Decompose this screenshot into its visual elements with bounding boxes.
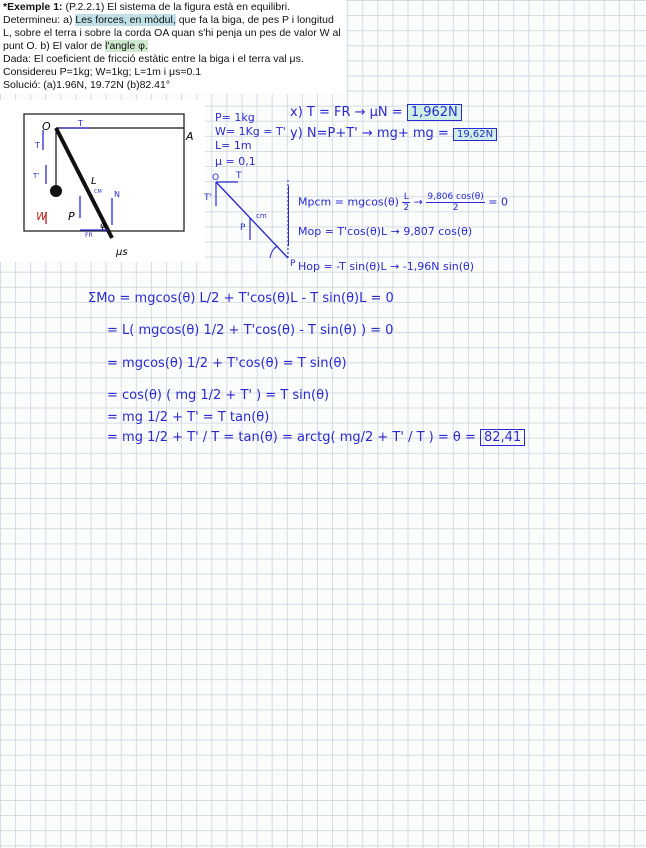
highlight-angle: l'angle φ.: [105, 40, 148, 52]
derivation-result: 82,41: [480, 429, 525, 446]
moment-cm-frac-den: 2: [403, 203, 410, 213]
sketch-label-cm: cm: [256, 212, 267, 220]
label-L: L: [91, 176, 97, 187]
label-P: P: [68, 210, 75, 223]
eq-y-text: y) N=P+T' → mg+ mg =: [290, 126, 449, 141]
derivation-line-3: = mgcos(θ) 1/2 + T'cos(θ) = T sin(θ): [107, 356, 347, 371]
moment-op-t: Hop = -T sin(θ)L → -1,96N sin(θ): [298, 260, 475, 273]
weight-W: [50, 185, 62, 197]
arrow-icon: →: [413, 195, 423, 209]
derivation-line-4: = cos(θ) ( mg 1/2 + T' ) = T sin(θ): [107, 388, 330, 403]
sketch-label-T: T: [236, 171, 242, 181]
given-L: L= 1m: [215, 139, 252, 152]
derivation-line-1: ΣMo = mgcos(θ) L/2 + T'cos(θ)L - T sin(θ)L = 0: [88, 291, 394, 306]
label-phi: φ: [100, 221, 106, 231]
moment-bracket: [288, 186, 293, 246]
derivation-line-2: = L( mgcos(θ) 1/2 + T'cos(θ) - T sin(θ) ) = 0: [107, 323, 394, 338]
example-ref: (P.2.2.1): [65, 1, 105, 13]
label-N: N: [114, 190, 120, 199]
derivation-line-6: [107, 431, 525, 445]
problem-figure: [0, 100, 205, 262]
problem-intro: El sistema de la figura està en equilibri. Determineu: a): [3, 1, 290, 26]
given-mu: μ = 0,1: [215, 155, 256, 168]
label-T-left: T: [35, 141, 40, 150]
eq-x-result: 1,962N: [407, 104, 462, 121]
data-line: Dada: El coeficient de fricció estàtic entre la biga i el terra val μs.: [3, 53, 304, 65]
moment-cm-left: Mpcm = mgcos(θ): [298, 195, 399, 209]
sketch-label-P-bottom: P: [290, 259, 296, 268]
derivation-line-5: = mg 1/2 + T' = T tan(θ): [107, 410, 270, 425]
moment-cm-result-den: 2: [452, 203, 459, 213]
moment-cm-frac: [402, 192, 410, 213]
moment-cm: [298, 192, 508, 213]
eq-y: [290, 127, 497, 142]
label-A: A: [186, 130, 194, 143]
problem-statement: [0, 0, 346, 94]
eq-x-text: x) T = FR → μN =: [290, 105, 403, 120]
label-T-top: T: [78, 119, 83, 128]
label-W: W: [36, 210, 47, 223]
sketch-label-O: O: [212, 173, 220, 183]
sketch-angle-arc: [270, 246, 278, 258]
label-O: O: [42, 120, 51, 133]
highlight-forces: Les forces, en mòdul,: [75, 14, 176, 26]
beam-diagram: [0, 100, 205, 262]
moment-cm-frac-num: L: [403, 192, 409, 202]
moment-cm-eq0: = 0: [488, 195, 508, 209]
eq-y-result: 19,62N: [453, 128, 497, 141]
solution-line: Solució: (a)1.96N, 19.72N (b)82.41°: [3, 79, 171, 91]
label-cm: CM: [94, 189, 102, 195]
sketch-label-P: P: [240, 223, 246, 233]
label-mu: μs: [116, 247, 128, 258]
given-W: W= 1Kg = T': [215, 125, 286, 138]
moment-op-tprime: Mop = T'cos(θ)L → 9,807 cos(θ): [298, 225, 473, 238]
consider-line: Considereu P=1kg; W=1kg; L=1m i μs=0.1: [3, 66, 202, 78]
given-P: P= 1kg: [215, 111, 255, 124]
eq-x: [290, 106, 462, 120]
derivation-line-6-text: = mg 1/2 + T' / T = tan(θ) = arctg( mg/2 + T' / T ) = θ =: [107, 430, 476, 445]
sketch-label-T-prime: T': [204, 193, 212, 203]
example-title: *Exemple 1:: [3, 1, 63, 13]
label-T-prime: T': [33, 172, 40, 180]
moment-cm-result: [426, 192, 484, 213]
label-FR: FR: [85, 232, 93, 239]
problem-paragraph: [3, 1, 343, 53]
moment-cm-result-num: 9,806 cos(θ): [427, 192, 484, 202]
problem-text-a: que fa la biga, de pes P i longitud L, sobre el terra i sobre la corda OA quan s'hi penja un pes de valor W al punt O. b) El valor de: [3, 14, 341, 52]
